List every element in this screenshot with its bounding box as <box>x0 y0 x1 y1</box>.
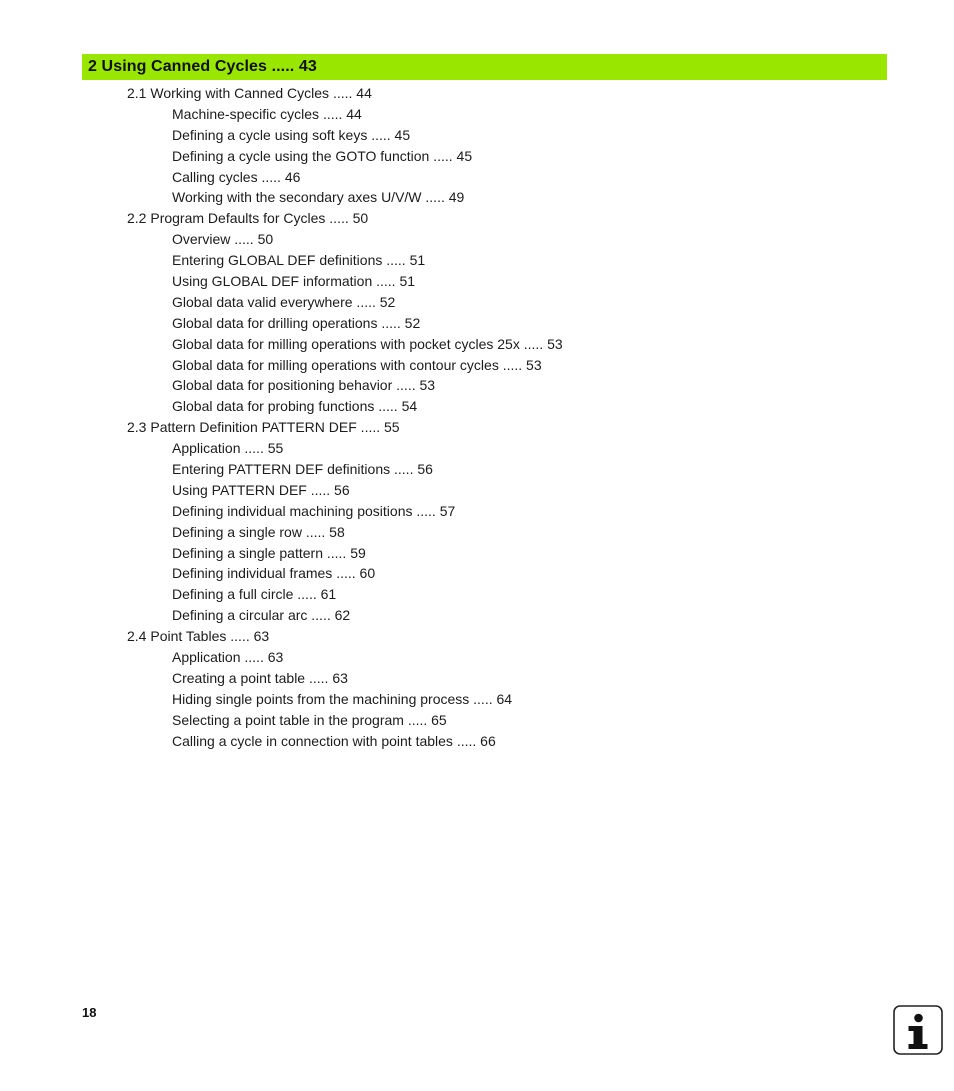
toc-subsection-entry[interactable]: Entering PATTERN DEF definitions ..... 56 <box>172 461 433 478</box>
toc-subsection-entry[interactable]: Global data for milling operations with pocket cycles 25x ..... 53 <box>172 335 563 352</box>
toc-subsection-entry[interactable]: Defining a cycle using the GOTO function ..... 45 <box>172 147 473 164</box>
info-icon <box>893 1005 943 1055</box>
toc-subsection-entry[interactable]: Defining a full circle ..... 61 <box>172 586 337 603</box>
toc-subsection-entry[interactable]: Application ..... 63 <box>172 649 284 666</box>
toc-subsection-entry[interactable]: Global data for milling operations with contour cycles ..... 53 <box>172 356 542 373</box>
toc-subsection-entry[interactable]: Defining a circular arc ..... 62 <box>172 607 351 624</box>
toc-subsection-entry[interactable]: Using PATTERN DEF ..... 56 <box>172 481 350 498</box>
toc-section-entry[interactable]: 2.2 Program Defaults for Cycles ..... 50 <box>127 210 369 227</box>
table-of-contents <box>0 83 954 752</box>
toc-subsection-entry[interactable]: Application ..... 55 <box>172 440 284 457</box>
toc-subsection-entry[interactable]: Defining a cycle using soft keys ..... 45 <box>172 126 411 143</box>
toc-subsection-entry[interactable]: Global data valid everywhere ..... 52 <box>172 293 396 310</box>
toc-subsection-entry[interactable]: Defining a single pattern ..... 59 <box>172 544 366 561</box>
toc-subsection-entry[interactable]: Global data for positioning behavior ..... 53 <box>172 377 436 394</box>
toc-subsection-entry[interactable]: Creating a point table ..... 63 <box>172 669 348 686</box>
toc-subsection-entry[interactable]: Selecting a point table in the program ..... 65 <box>172 711 447 728</box>
toc-section-entry[interactable]: 2.1 Working with Canned Cycles ..... 44 <box>127 85 372 101</box>
page-number: 18 <box>82 1005 97 1020</box>
toc-subsection-entry[interactable]: Machine-specific cycles ..... 44 <box>172 105 362 122</box>
toc-subsection-entry[interactable]: Overview ..... 50 <box>172 231 274 248</box>
chapter-title[interactable]: 2 Using Canned Cycles ..... 43 <box>88 58 317 75</box>
toc-subsection-entry[interactable]: Global data for drilling operations ..... 52 <box>172 314 421 331</box>
toc-subsection-entry[interactable]: Global data for probing functions ..... 54 <box>172 398 418 415</box>
toc-subsection-entry[interactable]: Using GLOBAL DEF information ..... 51 <box>172 273 416 290</box>
toc-section-entry[interactable]: 2.4 Point Tables ..... 63 <box>127 628 270 645</box>
toc-subsection-entry[interactable]: Calling cycles ..... 46 <box>172 168 301 185</box>
toc-subsection-entry[interactable]: Defining individual machining positions ..... 57 <box>172 502 456 519</box>
toc-subsection-entry[interactable]: Working with the secondary axes U/V/W ..... 49 <box>172 189 465 206</box>
toc-subsection-entry[interactable]: Hiding single points from the machining process ..... 64 <box>172 690 513 707</box>
toc-subsection-entry[interactable]: Defining individual frames ..... 60 <box>172 565 376 582</box>
toc-section-entry[interactable]: 2.3 Pattern Definition PATTERN DEF ..... 55 <box>127 419 400 436</box>
toc-subsection-entry[interactable]: Entering GLOBAL DEF definitions ..... 51 <box>172 252 426 269</box>
toc-subsection-entry[interactable]: Defining a single row ..... 58 <box>172 523 345 540</box>
chapter-header-bar <box>82 54 887 80</box>
toc-subsection-entry[interactable]: Calling a cycle in connection with point tables ..... 66 <box>172 732 496 749</box>
